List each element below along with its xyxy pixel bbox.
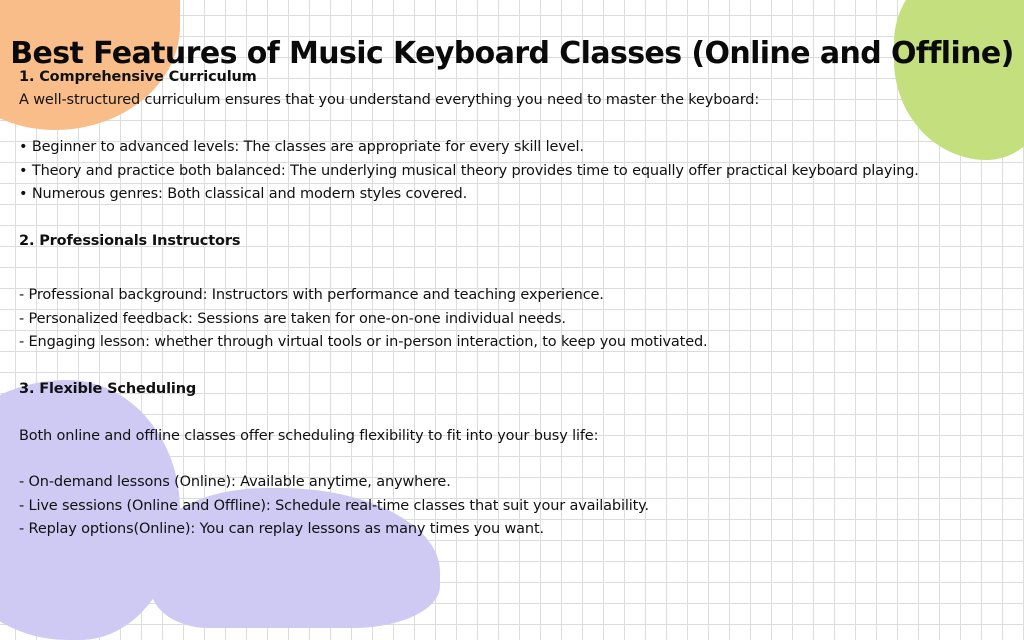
list-item: - Replay options(Online): You can replay lessons as many times you want. — [19, 521, 544, 538]
page-title: Best Features of Music Keyboard Classes (Online and Offline) — [10, 36, 1014, 72]
list-item: - On-demand lessons (Online): Available anytime, anywhere. — [19, 474, 451, 491]
list-item: - Personalized feedback: Sessions are taken for one-on-one individual needs. — [19, 310, 566, 327]
section-heading-scheduling: 3. Flexible Scheduling — [19, 380, 197, 397]
section-heading-curriculum: 1. Comprehensive Curriculum — [19, 69, 257, 85]
list-item: - Engaging lesson: whether through virtual tools or in-person interaction, to keep you motivated. — [19, 334, 708, 351]
section-intro-scheduling: Both online and offline classes offer scheduling flexibility to fit into your busy life: — [19, 427, 599, 444]
list-item: - Professional background: Instructors with performance and teaching experience. — [19, 287, 604, 304]
section-heading-instructors: 2. Professionals Instructors — [19, 232, 241, 249]
list-item: - Live sessions (Online and Offline): Schedule real-time classes that suit your availability. — [19, 497, 649, 514]
list-item: • Numerous genres: Both classical and modern styles covered. — [19, 186, 468, 203]
section-intro-curriculum: A well-structured curriculum ensures that you understand everything you need to master the keyboard: — [19, 92, 760, 109]
content-body — [19, 66, 1024, 542]
list-item: • Beginner to advanced levels: The classes are appropriate for every skill level. — [19, 139, 584, 156]
list-item: • Theory and practice both balanced: The underlying musical theory provides time to equally offer practical keyboard playing. — [19, 162, 919, 179]
